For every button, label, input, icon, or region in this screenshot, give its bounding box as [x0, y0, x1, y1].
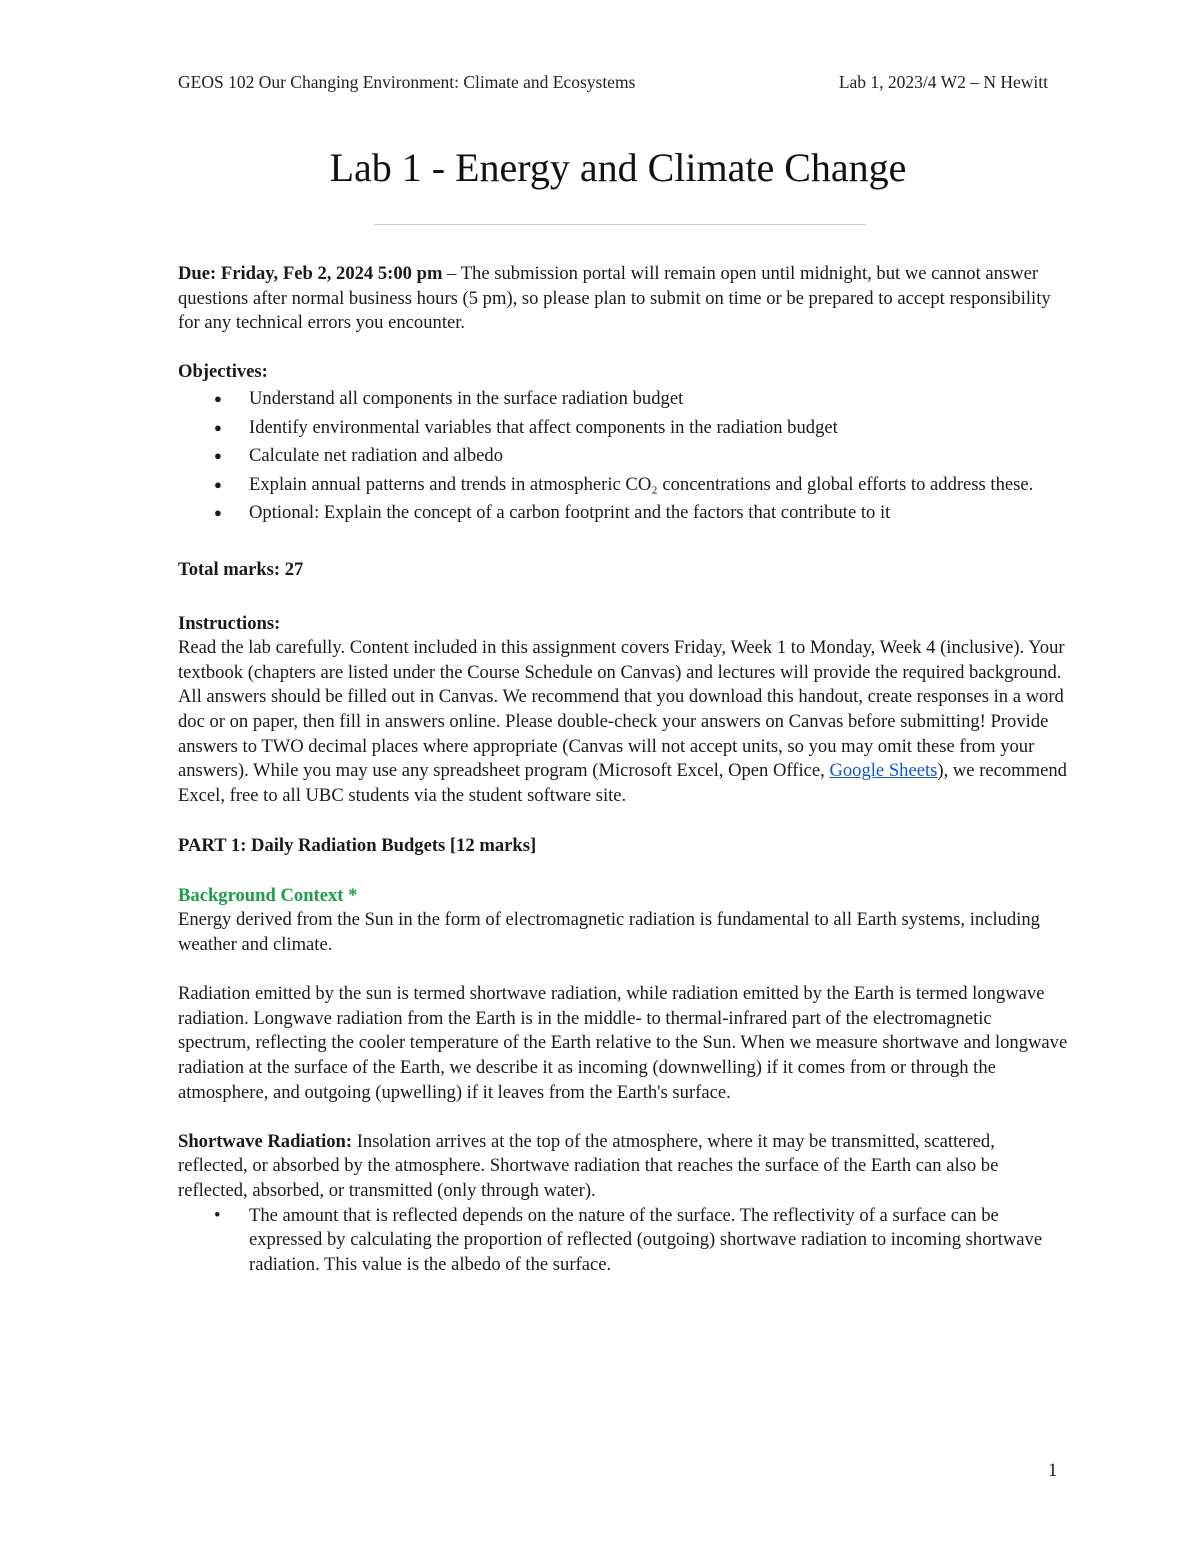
bullet-icon: ● [214, 448, 222, 464]
shortwave-label: Shortwave Radiation: [178, 1130, 353, 1152]
google-sheets-link[interactable]: Google Sheets [829, 760, 938, 782]
document-title: Lab 1 - Energy and Climate Change [329, 145, 907, 190]
page-number: 1 [1048, 1460, 1058, 1481]
total-marks: Total marks: 27 [178, 558, 304, 580]
title-divider [374, 224, 866, 225]
background-context-heading: Background Context * [178, 884, 358, 906]
page-header [178, 72, 1048, 96]
bullet-icon: ● [214, 419, 222, 435]
background-paragraph-1: Energy derived from the Sun in the form of electromagnetic radiation is fundamental to all Earth systems, including weather and climate. [178, 909, 1040, 956]
due-text: – The submission portal will remain open until midnight, but we cannot answer questions after normal business hours (5 pm), so please plan to submit on time or be prepared to accept responsibility for any technical errors you encounter. [178, 263, 1051, 334]
shortwave-paragraph: Shortwave Radiation: Insolation arrives at the top of the atmosphere, where it may be transmitted, scattered, reflected, or absorbed by the atmosphere. Shortwave radiation that reaches the surface of the Earth can also be reflected, absorbed, or transmitted (only through water). [178, 1130, 999, 1201]
bullet-icon: ● [214, 390, 222, 406]
list-item: ● Calculate net radiation and albedo [178, 442, 1068, 471]
list-item: ● Explain annual patterns and trends in atmospheric CO₂ concentrations and global efforts to address these. [178, 471, 1068, 500]
list-item: ● Optional: Explain the concept of a carbon footprint and the factors that contribute to it [178, 499, 1068, 528]
header-course: GEOS 102 Our Changing Environment: Climate and Ecosystems [178, 72, 636, 92]
bullet-icon: • [214, 1204, 221, 1226]
document-body [178, 262, 1068, 1277]
list-item: ● Identify environmental variables that affect components in the radiation budget [178, 414, 1068, 443]
objectives-heading: Objectives: [178, 361, 268, 383]
shortwave-list [178, 1204, 1068, 1278]
due-date-label: Due: Friday, Feb 2, 2024 5:00 pm [178, 263, 443, 284]
instructions-heading: Instructions: [178, 612, 281, 634]
list-item: • The amount that is reflected depends on the nature of the surface. The reflectivity of a surface can be expressed by calculating the proportion of reflected (outgoing) shortwave radiation to incoming shortwave radiation. This value is the albedo of the surface. [214, 1204, 1043, 1275]
bullet-icon: ● [214, 476, 222, 492]
header-lab-info: Lab 1, 2023/4 W2 – N Hewitt [838, 72, 1048, 92]
list-item: ● Understand all components in the surface radiation budget [178, 385, 1068, 414]
due-paragraph [178, 262, 1068, 336]
objectives-list [178, 385, 1068, 528]
instructions-text: Read the lab carefully. Content included in this assignment covers Friday, Week 1 to Monday, Week 4 (inclusive). Your textbook (chapters are listed under the Course Schedule on Canvas) and lectures will provide the required background. All answers should be filled out in Canvas. We recommend that you download this handout, create responses in a word doc or on paper, then fill in answers online. Please double-check your answers on Canvas before submitting! Provide answers to TWO decimal places where appropriate (Canvas will not accept units, so you may omit these from your answers). While you may use any spreadsheet program (Microsoft Excel, Open Office, Google Sheets), we recommend Excel, free to all UBC students via the student software site. [178, 637, 1067, 806]
part1-heading: PART 1: Daily Radiation Budgets [12 marks] [178, 835, 537, 857]
background-paragraph-2: Radiation emitted by the sun is termed shortwave radiation, while radiation emitted by the Earth is termed longwave radiation. Longwave radiation from the Earth is in the middle- to thermal-infrared part of the electromagnetic spectrum, reflecting the cooler temperature of the Earth relative to the Sun. When we measure shortwave and longwave radiation at the surface of the Earth, we describe it as incoming (downwelling) if it comes from or through the atmosphere, and outgoing (upwelling) if it leaves from the Earth's surface. [178, 983, 1068, 1103]
bullet-icon: ● [214, 505, 222, 521]
